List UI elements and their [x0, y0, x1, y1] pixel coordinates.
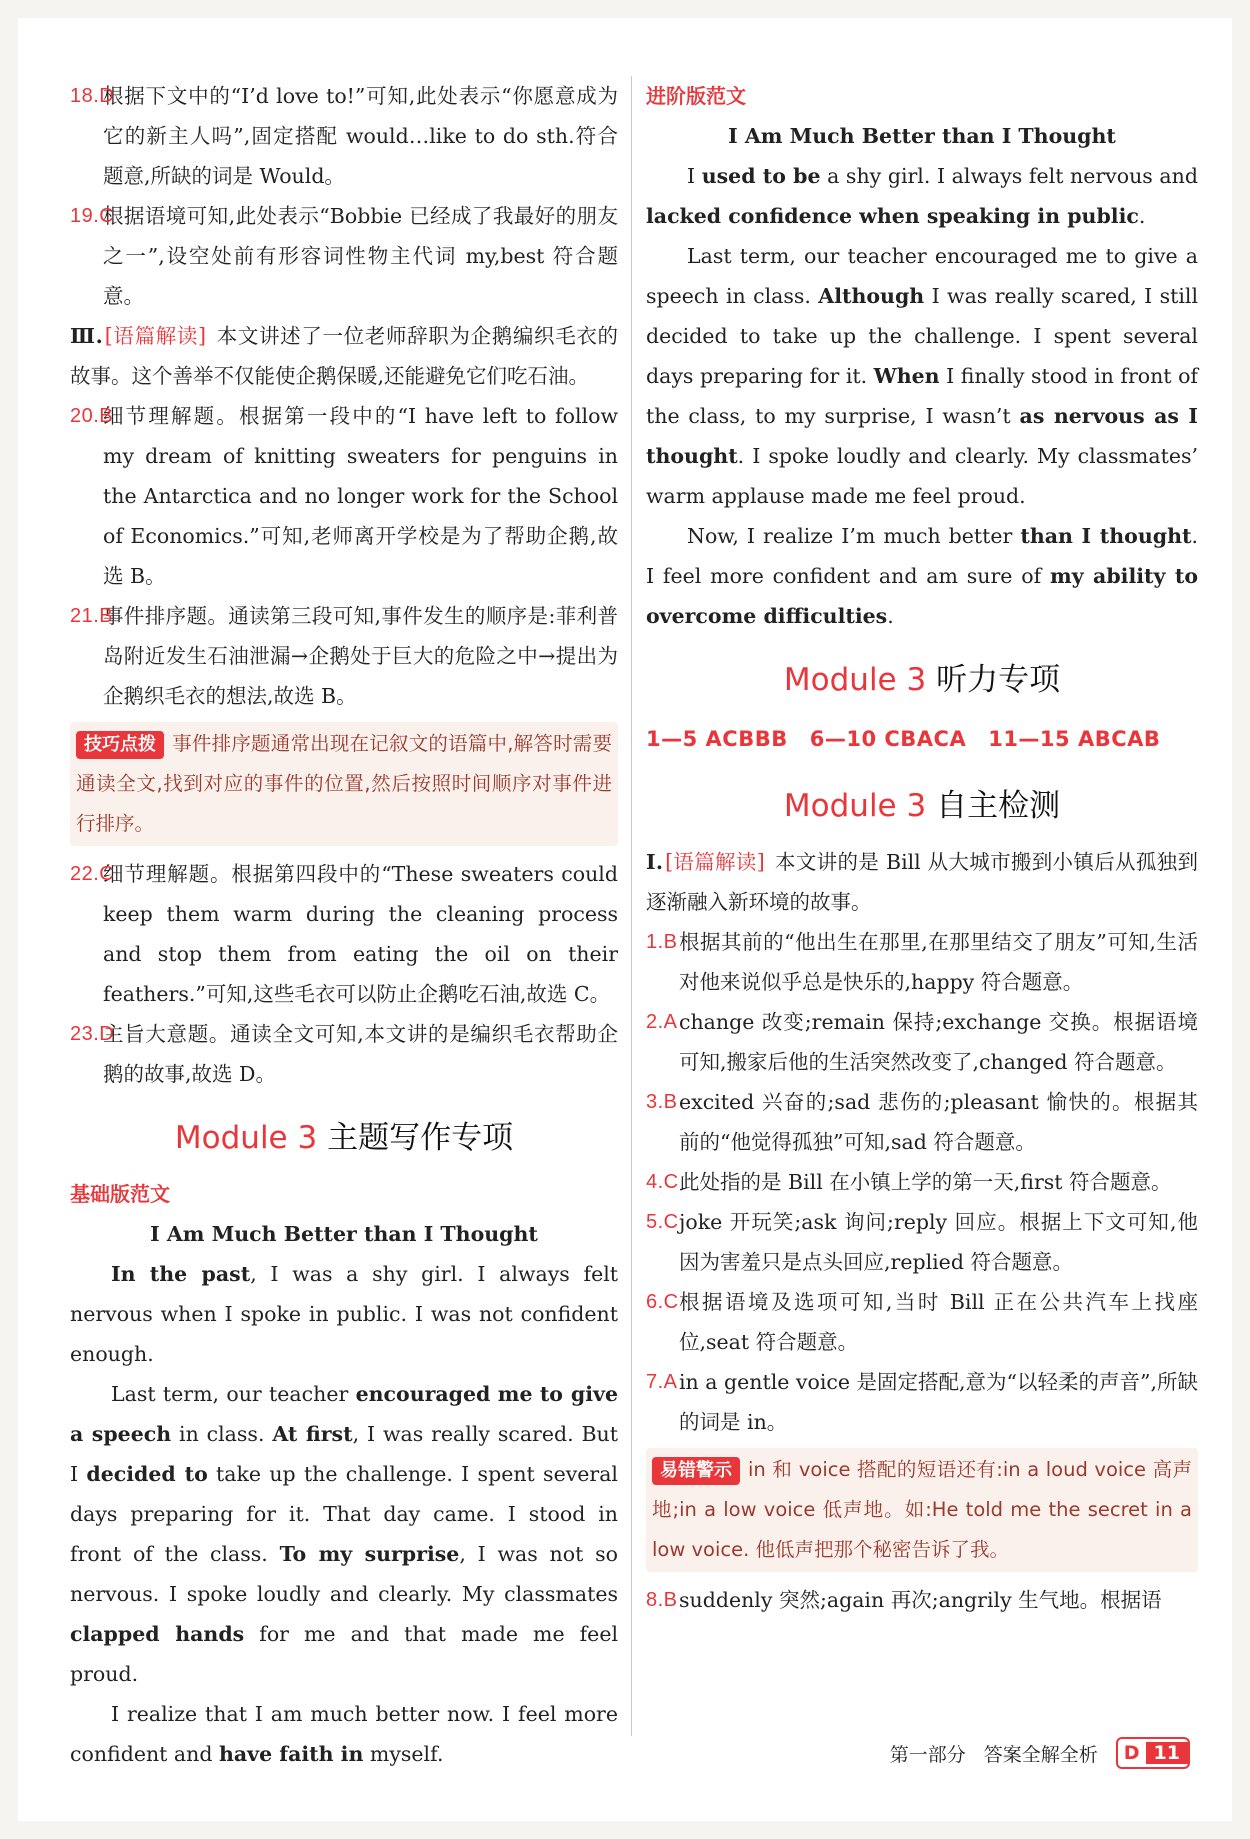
answer-21 — [70, 596, 618, 716]
advanced-essay-label: 进阶版范文 — [646, 84, 746, 108]
essay-paragraph — [70, 1694, 618, 1774]
answer-number: 2.A — [646, 1011, 678, 1033]
answer-20 — [70, 396, 618, 596]
essay-text-run — [490, 1382, 497, 1406]
listening-answer-group: 1—5 ACBBB — [646, 727, 788, 751]
answer-3 — [646, 1082, 1198, 1162]
listening-answer-group: 11—15 ABCAB — [988, 727, 1161, 751]
advanced-essay-title: I Am Much Better than I Thought — [728, 124, 1116, 148]
essay-highlight-phrase: me — [497, 1382, 533, 1406]
module-listening-title — [646, 650, 1198, 710]
tip-label: 技巧点拨 — [76, 731, 164, 759]
answer-number: 5.C — [646, 1211, 679, 1233]
essay-paragraph — [646, 236, 1198, 516]
page-letter: D — [1118, 1742, 1146, 1764]
section-tag: [语篇解读] — [104, 324, 207, 348]
basic-essay-label: 基础版范文 — [70, 1182, 170, 1206]
essay-text-run: , I was not so nervous. I spoke loudly and clearly. My classmates — [70, 1542, 618, 1606]
essay-highlight-phrase: have faith in — [218, 1742, 364, 1766]
answer-number: 18.D — [70, 85, 115, 107]
answer-1 — [646, 922, 1198, 1002]
essay-highlight-phrase: decided to — [86, 1462, 208, 1486]
module-selfcheck-title — [646, 776, 1198, 836]
listening-answer-group: 6—10 CBACA — [809, 727, 967, 751]
answer-number: 6.C — [646, 1291, 679, 1313]
essay-highlight-phrase: Although — [818, 284, 925, 308]
essay-highlight-phrase: lacked confidence when speaking in public — [646, 204, 1139, 228]
essay-text-run: I finally stood in front of the class, to my surprise, I wasn’t — [646, 364, 1198, 428]
section-numeral: Ⅰ. — [646, 850, 664, 874]
section-text: 本文讲的是 Bill 从大城市搬到小镇后从孤独到逐渐融入新环境的故事。 — [646, 850, 1199, 914]
section-iii-summary — [70, 316, 618, 396]
module-writing-title — [70, 1108, 618, 1168]
essay-highlight-phrase: At first — [272, 1422, 353, 1446]
warning-box — [646, 1448, 1198, 1572]
essay-text-run: I realize that I am much better now. I feel more confident and — [70, 1702, 618, 1766]
tip-text: 事件排序题通常出现在记叙文的语篇中,解答时需要通读全文,找到对应的事件的位置,然后按照时间顺序对事件进行排序。 — [76, 732, 612, 835]
essay-highlight-phrase: used to be — [701, 164, 821, 188]
answer-number: 7.A — [646, 1371, 678, 1393]
answer-text: joke 开玩笑;ask 询问;reply 回应。根据上下文可知,他因为害羞只是点头回应,replied 符合题意。 — [679, 1210, 1198, 1274]
answer-text: 此处指的是 Bill 在小镇上学的第一天,first 符合题意。 — [679, 1170, 1172, 1194]
answer-text: suddenly 突然;again 再次;angrily 生气地。根据语 — [679, 1588, 1162, 1612]
essay-text-run: in class. — [171, 1422, 273, 1446]
essay-text-run: for me and that made me feel proud. — [70, 1622, 619, 1686]
essay-highlight-phrase: When — [873, 364, 940, 388]
answer-text: excited 兴奋的;sad 悲伤的;pleasant 愉快的。根据其前的“他觉得孤独”可知,sad 符合题意。 — [679, 1090, 1198, 1154]
warning-label: 易错警示 — [652, 1457, 740, 1485]
essay-text-run: I — [687, 164, 702, 188]
footer-section: 答案全解全析 — [983, 1743, 1098, 1766]
essay-text-run: I was really scared, I still decided to take up the challenge. I spent several days preparing for it. — [646, 284, 1198, 388]
module-label: Module 3 — [783, 788, 927, 824]
answer-7 — [646, 1362, 1198, 1442]
essay-text-run — [532, 1382, 539, 1406]
answer-text: 根据语境及选项可知,当时 Bill 正在公共汽车上找座位,seat 符合题意。 — [679, 1290, 1198, 1354]
essay-text-run: . I feel more confident and am sure of — [646, 524, 1198, 588]
module-subject: 听力专项 — [936, 662, 1061, 698]
essay-text-run: Now, I realize I’m much better — [687, 524, 1021, 548]
right-column — [646, 76, 1198, 1620]
answer-text: 根据下文中的“I’d love to!”可知,此处表示“你愿意成为它的新主人吗”,固定搭配 would…like to do sth.符合题意,所缺的词是 Would。 — [103, 84, 618, 188]
essay-paragraph — [70, 1374, 618, 1694]
essay-highlight-phrase: to give a speech — [70, 1382, 618, 1446]
essay-highlight-phrase: clapped hands — [70, 1622, 245, 1646]
essay-paragraph — [646, 516, 1198, 636]
answer-number: 1.B — [646, 931, 678, 953]
section-tag: [语篇解读] — [665, 850, 765, 874]
answer-text: change 改变;remain 保持;exchange 交换。根据语境可知,搬家后他的生活突然改变了,changed 符合题意。 — [679, 1010, 1198, 1074]
answer-8 — [646, 1580, 1198, 1620]
listening-answers — [646, 716, 1198, 762]
answer-text: 事件排序题。通读第三段可知,事件发生的顺序是:菲利普岛附近发生石油泄漏→企鹅处于巨大的危险之中→提出为企鹅织毛衣的想法,故选 B。 — [103, 604, 618, 708]
essay-text-run: take up the challenge. I spent several days preparing for it. That day came. I stood in front of the class. — [70, 1462, 618, 1566]
column-divider — [631, 76, 632, 1736]
answer-4 — [646, 1162, 1198, 1202]
basic-essay-title: I Am Much Better than I Thought — [150, 1222, 538, 1246]
answer-text: 主旨大意题。通读全文可知,本文讲的是编织毛衣帮助企鹅的故事,故选 D。 — [103, 1022, 618, 1086]
answer-5 — [646, 1202, 1198, 1282]
essay-highlight-phrase: as nervous as I thought — [646, 404, 1198, 468]
answer-number: 4.C — [646, 1171, 679, 1193]
warning-text: in 和 voice 搭配的短语还有:in a loud voice 高声地;in a low voice 低声地。如:He told me the secret in a low voice. 他低声把那个秘密告诉了我。 — [652, 1458, 1192, 1561]
essay-text-run: . — [1138, 204, 1146, 228]
answer-text: 根据语境可知,此处表示“Bobbie 已经成了我最好的朋友之一”,设空处前有形容词性物主代词 my,best 符合题意。 — [103, 204, 618, 308]
page-footer — [890, 1737, 1190, 1769]
answer-number: 21.B — [70, 605, 114, 627]
module-label: Module 3 — [174, 1120, 318, 1156]
module-label: Module 3 — [783, 662, 927, 698]
answer-text: in a gentle voice 是固定搭配,意为“以轻柔的声音”,所缺的词是 in。 — [679, 1370, 1199, 1434]
answer-number: 22.C — [70, 863, 115, 885]
page-badge — [1116, 1737, 1190, 1769]
answer-22 — [70, 854, 618, 1014]
essay-text-run: . I spoke loudly and clearly. My classmates’ warm applause made me feel proud. — [646, 444, 1198, 508]
essay-text-run: . — [887, 604, 894, 628]
essay-text-run: , I was a shy girl. I always felt nervous when I spoke in public. I was not confident enough. — [70, 1262, 619, 1366]
answer-2 — [646, 1002, 1198, 1082]
advanced-essay — [646, 156, 1198, 636]
answer-23 — [70, 1014, 618, 1094]
essay-text-run: Last term, our teacher encouraged me to give a speech in class. — [646, 244, 1198, 308]
essay-highlight-phrase: To my surprise — [279, 1542, 460, 1566]
module-subject: 主题写作专项 — [327, 1120, 514, 1156]
essay-highlight-phrase: my ability to overcome difficulties — [646, 564, 1198, 628]
answer-18 — [70, 76, 618, 196]
answer-number: 8.B — [646, 1589, 678, 1611]
tip-box — [70, 722, 618, 846]
answer-6 — [646, 1282, 1198, 1362]
answer-text: 细节理解题。根据第一段中的“I have left to follow my dream of knitting sweaters for penguins in the Antarctica and no longer work for the School of Economics.”可知,老师离开学校是为了帮助企鹅,故选 B。 — [103, 404, 618, 588]
page — [18, 18, 1232, 1821]
answer-text: 根据其前的“他出生在那里,在那里结交了朋友”可知,生活对他来说似乎总是快乐的,happy 符合题意。 — [679, 930, 1198, 994]
essay-text-run: Last term, our teacher — [111, 1382, 356, 1406]
answer-19 — [70, 196, 618, 316]
answer-text: 细节理解题。根据第四段中的“These sweaters could keep them warm during the cleaning process and stop them from eating the oil on their feathers.”可知,这些毛衣可以防止企鹅吃石油,故选 C。 — [103, 862, 618, 1006]
module-subject: 自主检测 — [936, 788, 1061, 824]
section-text: 本文讲述了一位老师辞职为企鹅编织毛衣的故事。这个善举不仅能使企鹅保暖,还能避免它们吃石油。 — [70, 324, 619, 388]
section-i-summary — [646, 842, 1198, 922]
essay-paragraph — [70, 1254, 618, 1374]
left-column — [70, 76, 618, 1774]
essay-text-run: , I was really scared. But I — [70, 1422, 618, 1486]
essay-highlight-phrase: encouraged — [355, 1382, 491, 1406]
essay-highlight-phrase: than I thought — [1020, 524, 1192, 548]
footer-part: 第一部分 — [889, 1743, 966, 1766]
essay-text-run: a shy girl. I always felt nervous and — [820, 164, 1198, 188]
basic-essay — [70, 1254, 618, 1774]
essay-highlight-phrase: In the past — [111, 1262, 251, 1286]
answer-number: 23.D — [70, 1023, 115, 1045]
answer-number: 19.C — [70, 205, 115, 227]
answer-number: 20.B — [70, 405, 114, 427]
page-number: 11 — [1146, 1742, 1188, 1764]
answer-number: 3.B — [646, 1091, 678, 1113]
section-numeral: Ⅲ. — [70, 324, 103, 348]
essay-paragraph — [646, 156, 1198, 236]
essay-text-run: myself. — [363, 1742, 444, 1766]
